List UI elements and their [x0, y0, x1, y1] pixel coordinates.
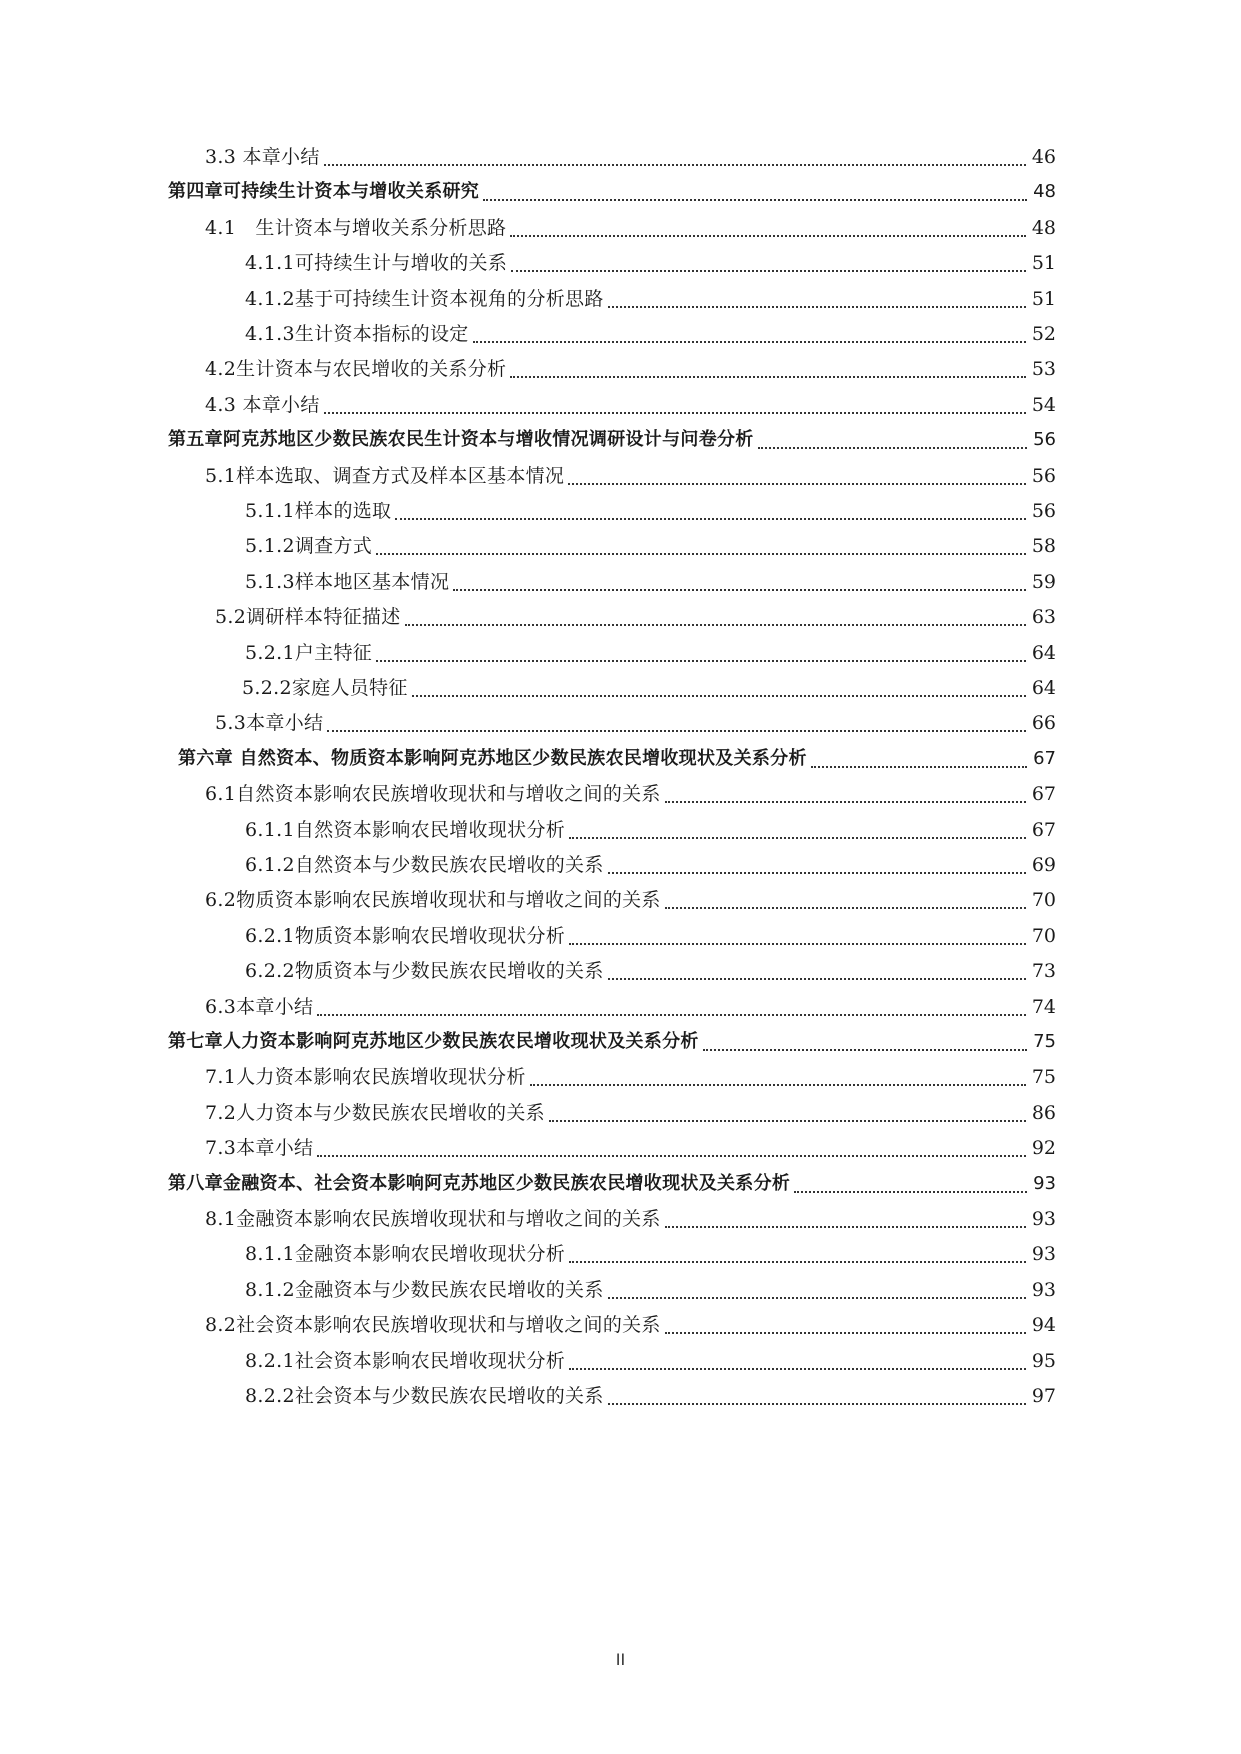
toc-entry-title: 8.1.1金融资本影响农民增收现状分析 — [245, 1243, 566, 1266]
dot-leader — [324, 412, 1026, 414]
toc-entry-page: 58 — [1031, 535, 1056, 558]
toc-entry[interactable] — [178, 739, 1056, 779]
toc-entry-page: 66 — [1031, 712, 1056, 735]
toc-entry-title: 6.1.2自然资本与少数民族农民增收的关系 — [245, 854, 604, 876]
dot-leader — [483, 199, 1027, 201]
dot-leader — [569, 1368, 1026, 1370]
toc-entry-page: 56 — [1031, 500, 1056, 522]
toc-entry[interactable] — [215, 597, 1056, 637]
toc-entry-page: 70 — [1031, 889, 1056, 912]
toc-entry-title: 4.1 生计资本与增收关系分析思路 — [205, 216, 507, 239]
toc-entry-page: 67 — [1031, 818, 1056, 841]
toc-entry-title: 7.3本章小结 — [205, 1137, 314, 1160]
toc-entry[interactable] — [168, 420, 1056, 460]
dot-leader — [317, 1155, 1025, 1157]
toc-entry[interactable] — [245, 1376, 1056, 1416]
toc-entry-page: 54 — [1031, 393, 1056, 416]
dot-leader — [608, 1297, 1026, 1299]
toc-entry-page: 73 — [1031, 960, 1056, 983]
toc-entry-title: 第七章人力资本影响阿克苏地区少数民族农民增收现状及关系分析 — [168, 1031, 699, 1052]
toc-entry-page: 46 — [1031, 146, 1056, 168]
toc-entry-page: 97 — [1031, 1385, 1056, 1407]
dot-leader — [608, 872, 1026, 874]
dot-leader — [549, 1120, 1026, 1122]
toc-entry[interactable] — [205, 385, 1056, 425]
toc-entry-title: 4.1.1可持续生计与增收的关系 — [245, 252, 508, 275]
toc-entry-page: 51 — [1031, 252, 1056, 275]
toc-entry[interactable] — [205, 208, 1056, 248]
toc-entry-title: 第六章 自然资本、物质资本影响阿克苏地区少数民族农民增收现状及关系分析 — [178, 747, 807, 769]
toc-entry-title: 8.2.1社会资本影响农民增收现状分析 — [245, 1349, 566, 1372]
toc-entry-page: 53 — [1031, 358, 1056, 381]
toc-entry-title: 5.1样本选取、调查方式及样本区基本情况 — [205, 464, 565, 487]
dot-leader — [317, 1014, 1025, 1016]
toc-entry[interactable] — [205, 137, 1056, 177]
dot-leader — [510, 376, 1025, 378]
toc-entry-page: 95 — [1031, 1349, 1056, 1372]
toc-entry-page: 64 — [1031, 641, 1056, 664]
toc-entry[interactable] — [245, 916, 1056, 956]
toc-entry-page: 63 — [1031, 606, 1056, 629]
toc-entry[interactable] — [245, 526, 1056, 566]
toc-entry[interactable] — [245, 1234, 1056, 1274]
toc-entry-page: 75 — [1031, 1066, 1056, 1089]
toc-entry[interactable] — [245, 1341, 1056, 1381]
toc-entry-title: 4.1.2基于可持续生计资本视角的分析思路 — [245, 287, 604, 310]
toc-entry-title: 5.1.1样本的选取 — [245, 500, 392, 522]
toc-entry[interactable] — [245, 243, 1056, 283]
toc-entry-page: 56 — [1033, 429, 1056, 451]
toc-entry-page: 56 — [1031, 464, 1056, 487]
page-number: II — [615, 1650, 626, 1669]
toc-entry-page: 93 — [1031, 1243, 1056, 1266]
dot-leader — [473, 341, 1026, 343]
toc-entry[interactable] — [245, 279, 1056, 319]
toc-entry-title: 第四章可持续生计资本与增收关系研究 — [168, 181, 480, 203]
dot-leader — [376, 553, 1026, 555]
toc-entry[interactable] — [245, 810, 1056, 850]
toc-entry[interactable] — [205, 1057, 1056, 1097]
toc-entry-page: 67 — [1033, 747, 1056, 769]
toc-entry-title: 7.1人力资本影响农民族增收现状分析 — [205, 1066, 526, 1089]
dot-leader — [376, 660, 1026, 662]
dot-leader — [568, 483, 1026, 485]
dot-leader — [608, 1403, 1026, 1405]
toc-entry-page: 64 — [1031, 677, 1056, 699]
toc-entry-title: 8.1.2金融资本与少数民族农民增收的关系 — [245, 1278, 604, 1301]
dot-leader — [395, 518, 1025, 520]
toc-entry-title: 8.1金融资本影响农民族增收现状和与增收之间的关系 — [205, 1208, 661, 1230]
toc-entry[interactable] — [245, 951, 1056, 991]
toc-entry-page: 93 — [1031, 1278, 1056, 1301]
toc-entry[interactable] — [205, 1199, 1056, 1239]
toc-entry-title: 4.1.3生计资本指标的设定 — [245, 323, 469, 345]
toc-entry[interactable] — [245, 314, 1056, 354]
toc-entry-page: 52 — [1031, 323, 1056, 345]
dot-leader — [511, 270, 1026, 272]
toc-entry-title: 8.2.2社会资本与少数民族农民增收的关系 — [245, 1385, 604, 1407]
toc-entry-title: 8.2社会资本影响农民族增收现状和与增收之间的关系 — [205, 1314, 661, 1337]
toc-entry[interactable] — [245, 633, 1056, 673]
toc-entry[interactable] — [242, 668, 1056, 708]
dot-leader — [453, 589, 1026, 591]
toc-entry-page: 94 — [1031, 1314, 1056, 1337]
toc-entry-title: 6.2.2物质资本与少数民族农民增收的关系 — [245, 960, 604, 983]
toc-entry-page: 86 — [1031, 1101, 1056, 1124]
dot-leader — [530, 1084, 1026, 1086]
dot-leader — [327, 730, 1025, 732]
dot-leader — [405, 624, 1026, 626]
toc-entry-title: 6.2.1物质资本影响农民增收现状分析 — [245, 924, 566, 947]
dot-leader — [703, 1049, 1027, 1051]
toc-entry-page: 75 — [1033, 1031, 1056, 1052]
dot-leader — [324, 164, 1026, 166]
toc-entry-page: 51 — [1031, 287, 1056, 310]
dot-leader — [569, 837, 1026, 839]
toc-entry-page: 69 — [1031, 854, 1056, 876]
toc-entry-title: 5.2.1户主特征 — [245, 641, 373, 664]
toc-entry-title: 第五章阿克苏地区少数民族农民生计资本与增收情况调研设计与问卷分析 — [168, 429, 754, 451]
dot-leader — [665, 1332, 1026, 1334]
toc-entry-page: 48 — [1033, 181, 1056, 203]
toc-entry[interactable] — [205, 456, 1056, 496]
toc-entry[interactable] — [205, 880, 1056, 920]
dot-leader — [811, 766, 1027, 768]
toc-entry-page: 93 — [1031, 1208, 1056, 1230]
toc-entry-title: 6.2物质资本影响农民族增收现状和与增收之间的关系 — [205, 889, 661, 912]
toc-entry-title: 5.2调研样本特征描述 — [215, 606, 401, 629]
toc-entry[interactable] — [205, 1128, 1056, 1168]
toc-entry[interactable] — [168, 172, 1056, 212]
toc-entry-page: 48 — [1031, 216, 1056, 239]
toc-entry-title: 3.3 本章小结 — [205, 146, 320, 168]
toc-entry[interactable] — [168, 1022, 1056, 1062]
dot-leader — [665, 907, 1026, 909]
toc-entry-title: 6.1自然资本影响农民族增收现状和与增收之间的关系 — [205, 783, 661, 806]
dot-leader — [758, 447, 1027, 449]
dot-leader — [569, 1261, 1026, 1263]
toc-entry[interactable] — [205, 349, 1056, 389]
toc-entry-title: 6.3本章小结 — [205, 995, 314, 1018]
toc-entry-page: 93 — [1033, 1172, 1056, 1194]
toc-entry[interactable] — [245, 491, 1056, 531]
toc-entry-page: 67 — [1031, 783, 1056, 806]
dot-leader — [665, 1226, 1026, 1228]
toc-entry-title: 6.1.1自然资本影响农民增收现状分析 — [245, 818, 566, 841]
toc-entry[interactable] — [245, 562, 1056, 602]
dot-leader — [412, 695, 1026, 697]
toc-entry[interactable] — [245, 845, 1056, 885]
toc-entry-title: 4.2生计资本与农民增收的关系分析 — [205, 358, 507, 381]
toc-entry[interactable] — [205, 1305, 1056, 1345]
toc-entry-title: 7.2人力资本与少数民族农民增收的关系 — [205, 1101, 545, 1124]
dot-leader — [569, 943, 1026, 945]
toc-entry[interactable] — [205, 1093, 1056, 1133]
toc-entry-page: 59 — [1031, 570, 1056, 593]
dot-leader — [608, 978, 1026, 980]
toc-entry-title: 5.3本章小结 — [215, 712, 324, 735]
dot-leader — [794, 1191, 1027, 1193]
toc-entry-title: 5.1.2调查方式 — [245, 535, 373, 558]
toc-entry[interactable] — [215, 703, 1056, 743]
toc-entry-title: 5.2.2家庭人员特征 — [242, 677, 408, 699]
toc-entry-title: 第八章金融资本、社会资本影响阿克苏地区少数民族农民增收现状及关系分析 — [168, 1172, 791, 1194]
toc-entry[interactable] — [205, 774, 1056, 814]
toc-entry-title: 4.3 本章小结 — [205, 393, 320, 416]
dot-leader — [608, 306, 1026, 308]
toc-entry-title: 5.1.3样本地区基本情况 — [245, 570, 450, 593]
dot-leader — [510, 235, 1025, 237]
dot-leader — [665, 801, 1026, 803]
toc-entry[interactable] — [205, 987, 1056, 1027]
toc-entry-page: 74 — [1031, 995, 1056, 1018]
toc-entry[interactable] — [245, 1270, 1056, 1310]
toc-entry-page: 92 — [1031, 1137, 1056, 1160]
toc-entry-page: 70 — [1031, 924, 1056, 947]
toc-entry[interactable] — [168, 1164, 1056, 1204]
